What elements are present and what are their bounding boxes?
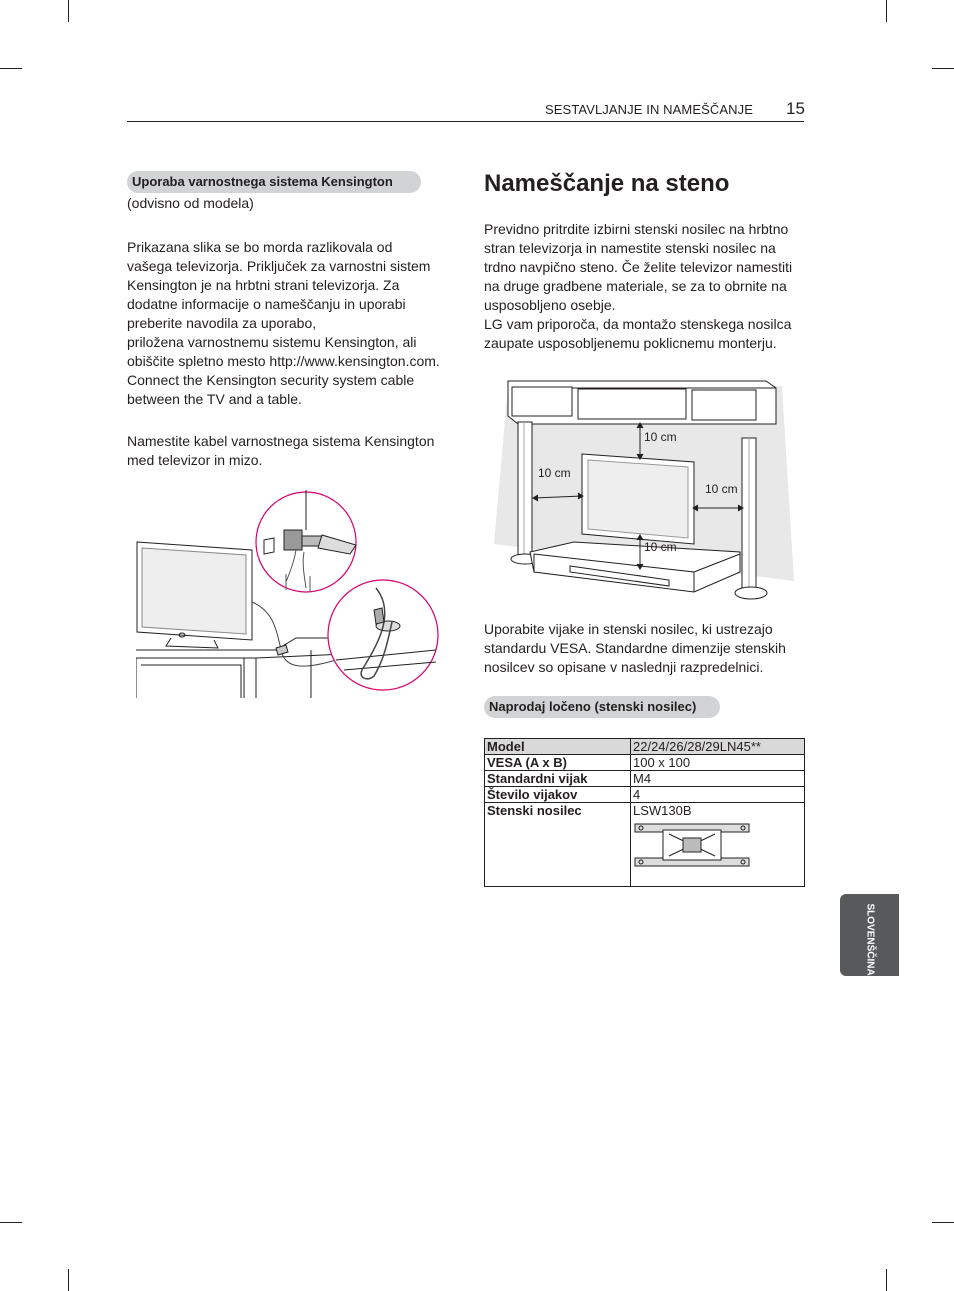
text-line: LG vam priporoča, da montažo stenskega nosilca [484, 316, 792, 332]
text-line: dodatne informacije o nameščanju in uporabi [127, 296, 406, 312]
text-line: between the TV and a table. [127, 391, 302, 407]
text-line: Connect the Kensington security system cable [127, 372, 415, 388]
clearance-left: 10 cm [538, 466, 571, 480]
crop-mark [886, 0, 887, 22]
text-line: med televizor in mizo. [127, 452, 263, 468]
table-row [485, 771, 805, 787]
text-line: stran televizorja in namestite stenski nosilec na [484, 240, 776, 256]
table-key: Standardni vijak [485, 771, 631, 787]
text-line: trdno navpično steno. Če želite televizor namestiti [484, 259, 793, 275]
kensington-paragraph-2 [127, 432, 457, 470]
crop-mark [0, 68, 22, 69]
table-value-cell [631, 803, 805, 887]
wall-mount-paragraph-2 [484, 620, 814, 677]
clearance-right: 10 cm [705, 482, 738, 496]
crop-mark [886, 1269, 887, 1291]
table-value: LSW130B [633, 803, 692, 818]
table-value: 22/24/26/28/29LN45** [631, 739, 805, 755]
crop-mark [68, 0, 69, 22]
crop-mark [932, 1222, 954, 1223]
text-line: Kensington je na hrbtni strani televizorja. Za [127, 277, 400, 293]
kensington-illustration [136, 490, 441, 700]
text-line: Namestite kabel varnostnega sistema Kensington [127, 433, 435, 449]
text-line: Uporabite vijake in stenski nosilec, ki ustrezajo [484, 621, 773, 637]
text-line: Previdno pritrdite izbirni stenski nosilec na hrbtno [484, 221, 789, 237]
table-key: Model [485, 739, 631, 755]
table-row [485, 755, 805, 771]
text-line: obiščite spletno mesto http://www.kensington.com. [127, 353, 440, 369]
language-tab-label: SLOVENŠČINA [864, 903, 876, 976]
clearance-top: 10 cm [644, 430, 677, 444]
crop-mark [0, 1222, 22, 1223]
table-row [485, 739, 805, 755]
text-line: vašega televizorja. Priključek za varnostni sistem [127, 258, 431, 274]
kensington-subnote: (odvisno od modela) [127, 195, 254, 211]
table-row [485, 787, 805, 803]
wall-mount-paragraph-1 [484, 220, 814, 353]
text-line: zaupate usposobljenemu poklicnemu monterju. [484, 335, 777, 351]
kensington-label [127, 171, 421, 193]
page-number: 15 [786, 99, 805, 118]
table-value: 100 x 100 [631, 755, 805, 771]
section-title: SESTAVLJANJE IN NAMEŠČANJE [545, 102, 753, 117]
page-heading: Nameščanje na steno [484, 170, 730, 197]
text-line: priložena varnostnemu sistemu Kensington, ali [127, 334, 417, 350]
sold-separately-label-text: Naprodaj ločeno (stenski nosilec) [489, 699, 697, 714]
text-line: nosilcev so opisane v naslednji razpredelnici. [484, 659, 764, 675]
table-key: Število vijakov [485, 787, 631, 803]
table-value: M4 [631, 771, 805, 787]
kensington-label-text: Uporaba varnostnega sistema Kensington [132, 174, 393, 189]
table-key: VESA (A x B) [485, 755, 631, 771]
sold-separately-label [484, 696, 720, 718]
text-line: usposobljeno osebje. [484, 297, 616, 313]
text-line: na druge gradbene materiale, se za to obrnite na [484, 278, 787, 294]
language-tab [840, 894, 899, 976]
table-key: Stenski nosilec [485, 803, 631, 887]
kensington-paragraph-1 [127, 238, 457, 409]
wall-clearance-diagram [494, 376, 796, 606]
header-rule [127, 121, 804, 122]
table-row [485, 803, 805, 887]
text-line: preberite navodila za uporabo, [127, 315, 317, 331]
text-line: standardu VESA. Standardne dimenzije stenskih [484, 640, 786, 656]
clearance-bottom: 10 cm [644, 540, 677, 554]
wall-bracket-image [633, 820, 751, 870]
crop-mark [68, 1269, 69, 1291]
text-line: Prikazana slika se bo morda razlikovala od [127, 239, 393, 255]
table-value: 4 [631, 787, 805, 803]
spec-table [484, 738, 805, 887]
crop-mark [932, 68, 954, 69]
